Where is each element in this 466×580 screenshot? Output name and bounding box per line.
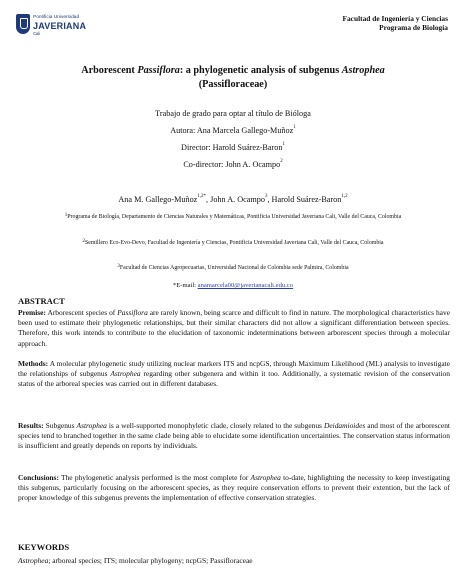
- title-part-1: Arborescent: [81, 65, 138, 76]
- title-italic-2: Astrophea: [341, 65, 385, 76]
- results-text-c: and most of the arborescent species tend to branched together in the same clade being able to elucidate some identification uncertainties. The conservation status information is insufficient and greatly depends on reports by individuals.: [18, 421, 450, 451]
- conclusions-italic: Astrophea: [250, 473, 281, 482]
- author-line: [0, 126, 466, 135]
- keywords-heading: KEYWORDS: [18, 542, 70, 552]
- faculty-name: Facultad de Ingeniería y Ciencias: [342, 14, 448, 23]
- conclusions-label: Conclusions:: [18, 473, 59, 482]
- affiliation-3-text: Facultad de Ciencias Agropecuarias, Universidad Nacional de Colombia sede Palmira, Colombia: [119, 265, 349, 271]
- premise-italic: Passiflora: [117, 308, 148, 317]
- results-label: Results:: [18, 421, 44, 430]
- keywords-rest: ; arboreal species; ITS; molecular phylogeny; ncpGS; Passifloraceae: [48, 556, 253, 565]
- results-text-a: Subgenus: [43, 421, 77, 430]
- methods-italic: Astrophea: [110, 369, 141, 379]
- abstract-results: [18, 421, 450, 452]
- author-1: Ana M. Gallego-Muñoz: [118, 195, 198, 204]
- results-text-b: is a well-supported monophyletic clade, closely related to the subgenus: [106, 421, 324, 430]
- abstract-conclusions: [18, 473, 450, 504]
- affiliation-2-sup: 2: [82, 239, 85, 244]
- program-name: Programa de Biología: [379, 23, 448, 32]
- author-sup: 1: [293, 125, 296, 130]
- header-faculty-block: [342, 14, 448, 32]
- author-3-sup: 1,2: [341, 194, 348, 199]
- affiliation-2-text: Semillero Eco-Evo-Devo, Facultad de Ingeniería y Ciencias, Pontificia Universidad Javeriana Cali, Valle del Cauca, Colombia: [84, 240, 384, 246]
- director-label: Director: Harold Suárez-Baron: [181, 143, 283, 152]
- codirector-sup: 2: [280, 159, 283, 164]
- logo-line-3: Cali: [33, 31, 41, 36]
- affiliation-1: [18, 213, 448, 221]
- author-label: Autora: Ana Marcela Gallego-Muñoz: [170, 126, 294, 135]
- logo-line-1: Pontificia Universidad: [33, 15, 80, 20]
- contact-email: [0, 282, 466, 289]
- results-italic-2: Deidamioides: [323, 421, 366, 430]
- author-list: [0, 195, 466, 204]
- abstract-methods: [18, 359, 450, 390]
- methods-label: Methods:: [18, 359, 49, 368]
- affiliation-3: [18, 264, 448, 272]
- keyword-first: Astrophea: [18, 556, 49, 565]
- paper-title: [24, 64, 442, 92]
- director-sup: 1: [282, 142, 285, 147]
- codirector-line: [0, 160, 466, 169]
- affiliation-1-sup: 1: [64, 213, 68, 218]
- author-2: , John A. Ocampo: [206, 195, 265, 204]
- author-1-sup: 1,2*: [197, 194, 207, 199]
- codirector-label: Co-director: John A. Ocampo: [183, 160, 281, 169]
- conclusions-text-a: The phylogenetic analysis performed is the most complete for: [58, 473, 251, 482]
- title-part-2: : a phylogenetic analysis of subgenus: [179, 65, 342, 76]
- affiliation-3-sup: 3: [117, 264, 120, 269]
- keywords-list: [18, 556, 450, 566]
- premise-text-b: are rarely known, being scarce and difficult to find in nature. The morphological characteristics have been used to estimate their phylogenetic relationships, but their similar characters did not allow a significant differentiation between species. Therefore, this work intends to contribute to the elucidation of taxonomic indeterminations between arborescent species through a molecular approach.: [18, 308, 450, 348]
- premise-label: Premise:: [18, 308, 46, 317]
- methods-text-b: regarding other subgenera and within it too. Additionally, a systematic revision of the conservation status of the arboreal species was carried out in different databases.: [18, 369, 450, 389]
- email-link[interactable]: anamarcela00@javerianacali.edu.co: [197, 282, 294, 289]
- title-part-3: (Passifloraceae): [198, 79, 268, 90]
- affiliation-2: [18, 239, 448, 247]
- abstract-premise: [18, 308, 450, 349]
- email-label: *E-mail:: [172, 282, 198, 289]
- methods-text-a: A molecular phylogenetic study utilizing nuclear markers ITS and ncpGS, through Maximum Likelihood (ML) analysis to investigate the relationships of subgenus: [18, 359, 450, 379]
- logo-line-2: JAVERIANA: [33, 21, 87, 31]
- title-italic-1: Passiflora: [137, 65, 180, 76]
- conclusions-text-b: to-date, highlighting the necessity to keep investigating this subgenus, particularly focusing on the arborescent species, as they require conservation efforts to prevent their extention, but the lack of proper knowledge of this subgenus prevents the implementation of effective conservation strategies.: [18, 473, 450, 503]
- author-2-sup: 3: [264, 194, 268, 199]
- director-line: [0, 143, 466, 152]
- results-italic-1: Astrophea: [76, 421, 107, 430]
- university-logo: [16, 14, 102, 40]
- thesis-line: Trabajo de grado para optar al título de Bióloga: [155, 109, 311, 118]
- premise-text-a: Arborescent species of: [45, 308, 118, 317]
- shield-icon: [16, 14, 30, 34]
- affiliation-1-text: Programa de Biología, Departamento de Ciencias Naturales y Matemáticas, Pontificia Universidad Javeriana Cali, Valle del Cauca, Colombia: [67, 214, 402, 220]
- abstract-heading: ABSTRACT: [18, 296, 65, 306]
- author-3: , Harold Suárez-Baron: [267, 195, 342, 204]
